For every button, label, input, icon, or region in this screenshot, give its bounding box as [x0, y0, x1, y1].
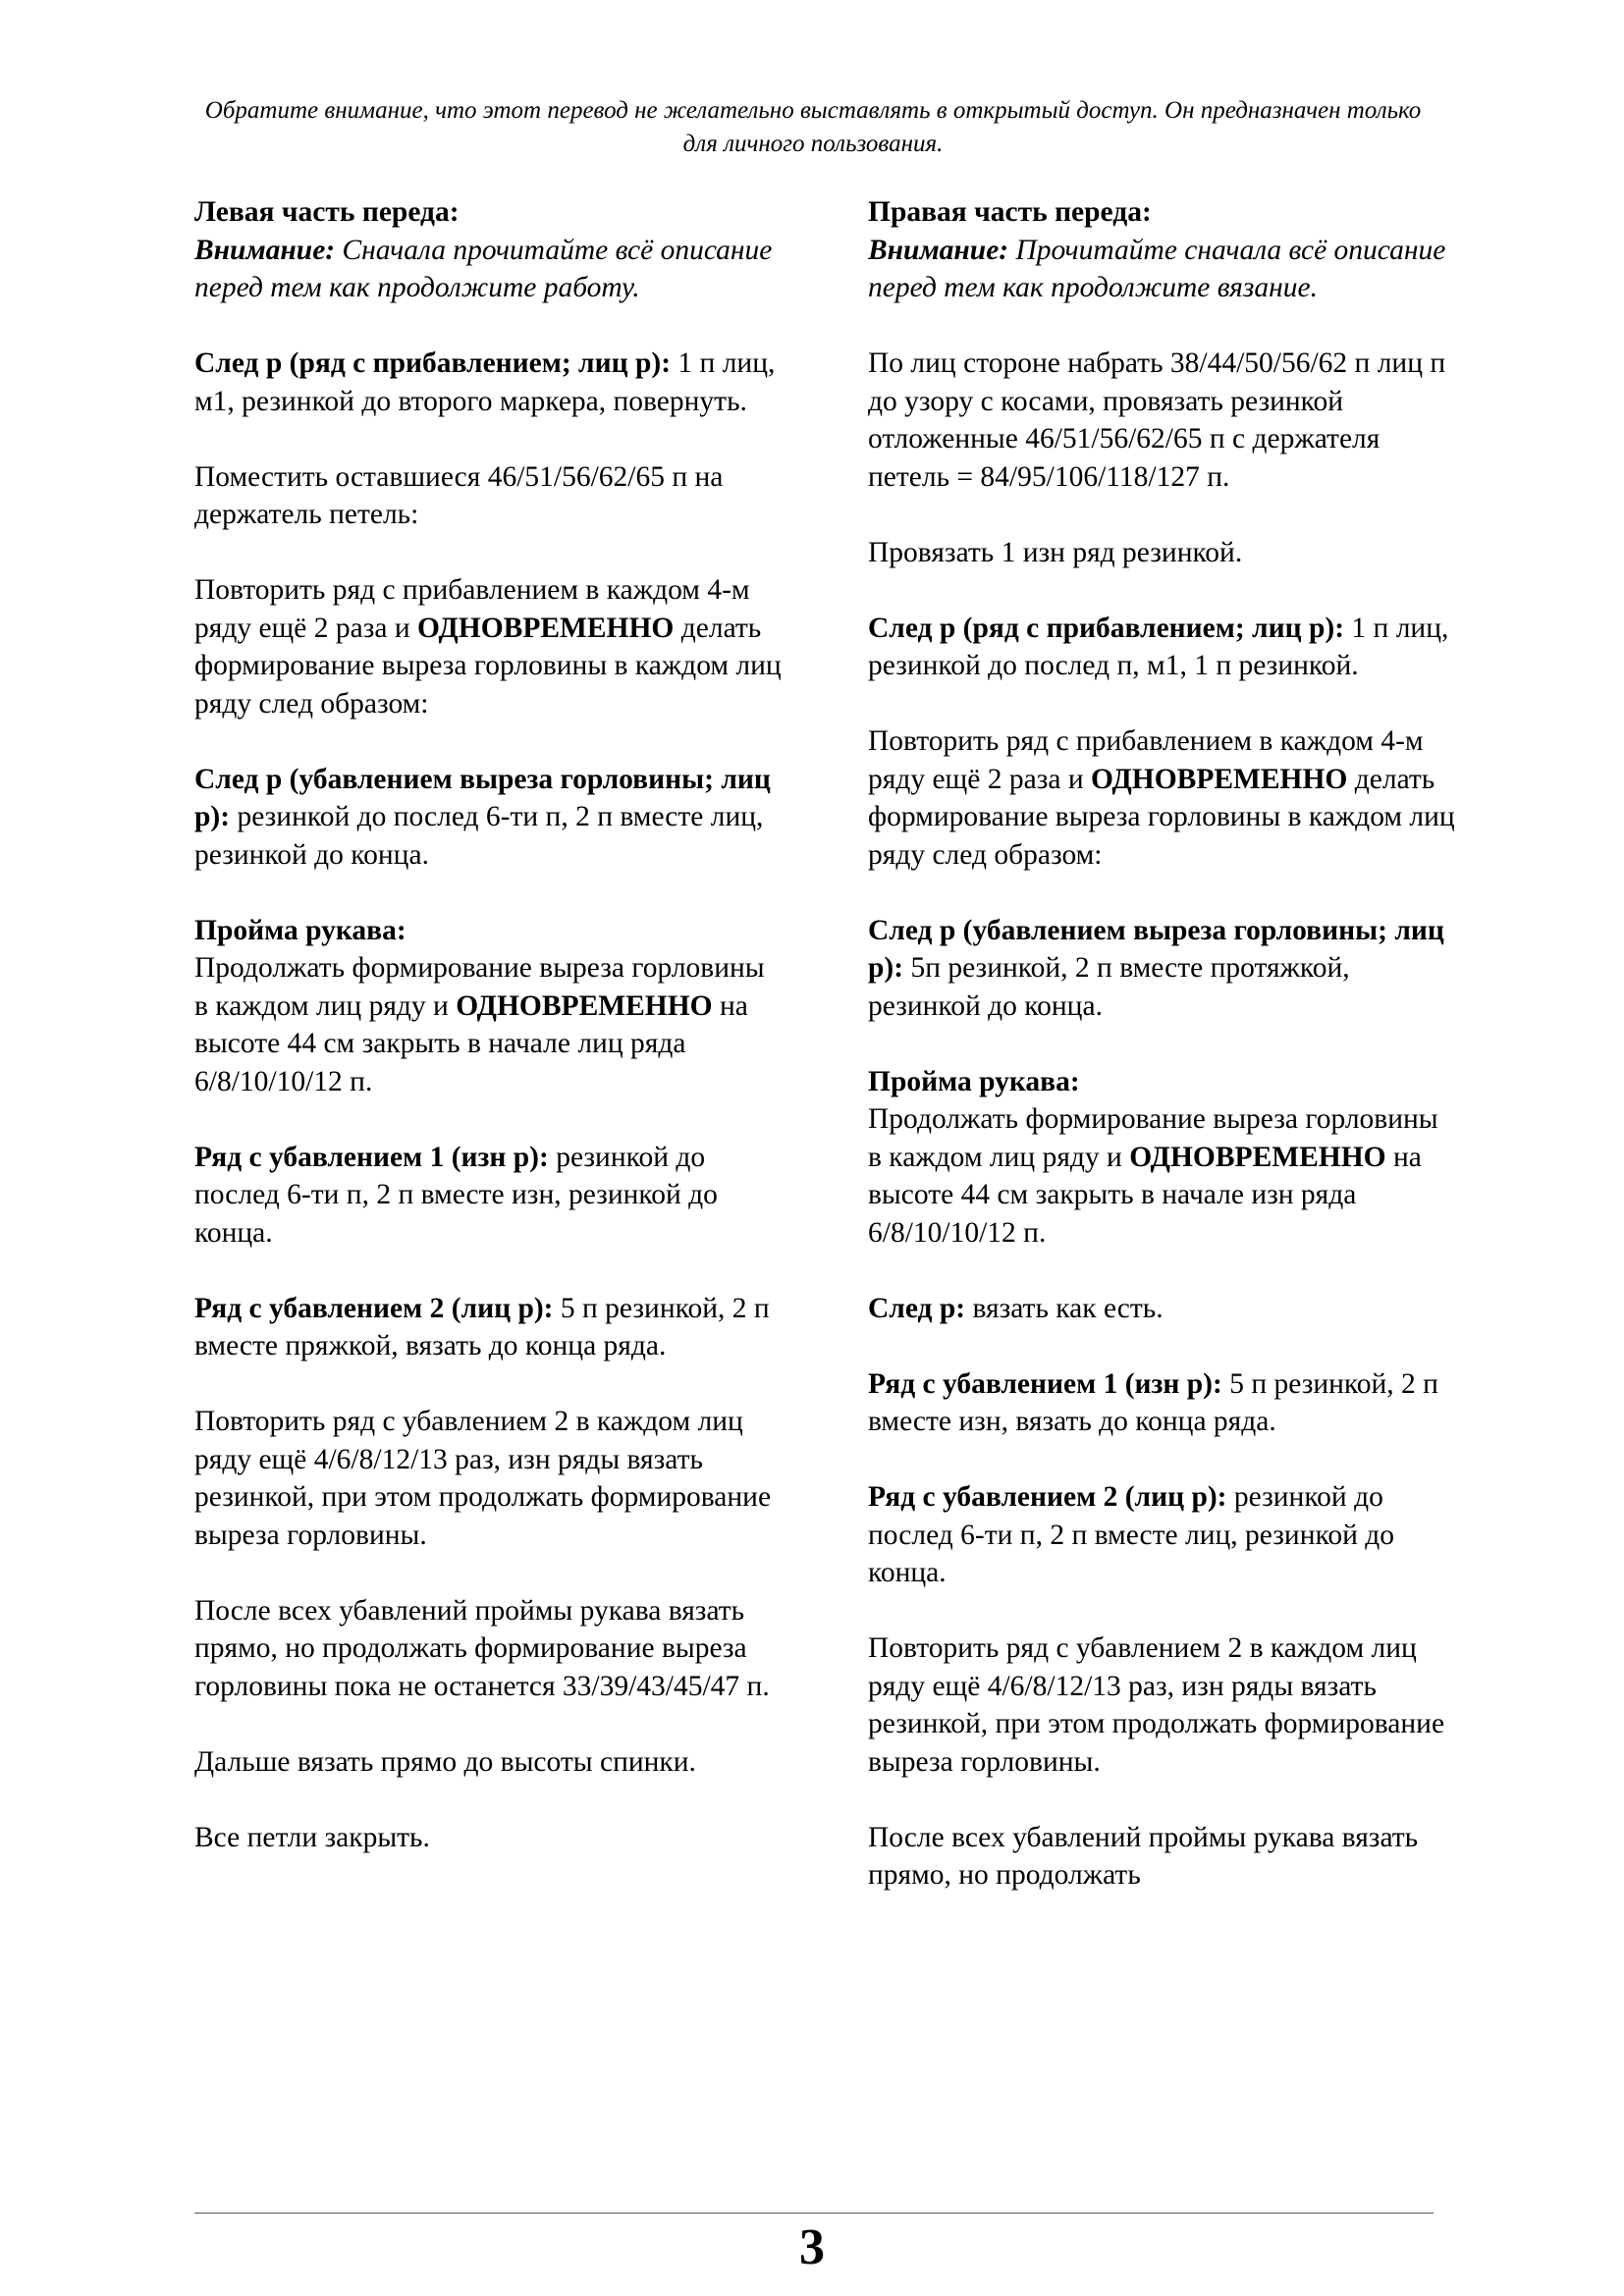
row-text: 1 п лиц, м1, резинкой до второго маркера, повернуть.	[194, 347, 776, 417]
emphasis-text: ОДНОВРЕМЕННО	[416, 612, 675, 644]
section-heading-armhole: Пройма рукава:	[868, 1065, 1080, 1097]
paragraph-text: на высоте 44 см закрыть в начале изн ряда 6/8/10/10/12 п.	[868, 1141, 1422, 1249]
emphasis-text: ОДНОВРЕМЕННО	[1129, 1141, 1386, 1173]
emphasis-text: ОДНОВРЕМЕННО	[456, 989, 713, 1022]
armhole-section	[868, 1063, 1457, 1253]
notice-header: Обратите внимание, что этот перевод не желательно выставлять в открытый доступ. Он предназначен только для личного пользования.	[204, 97, 1422, 157]
row-label: Ряд с убавлением 2 (лиц р):	[194, 1292, 554, 1324]
instruction-paragraph: Все петли закрыть.	[194, 1821, 430, 1853]
paragraph-text: Продолжать формирование выреза горловины в каждом лиц ряду и	[868, 1103, 1438, 1173]
instruction-paragraph	[194, 1290, 784, 1365]
right-front-column	[868, 193, 1457, 1895]
row-text: 1 п лиц, резинкой до послед п, м1, 1 п резинкой.	[868, 612, 1449, 681]
row-text: 5п резинкой, 2 п вместе протяжкой, резинкой до конца.	[868, 952, 1350, 1022]
attention-text: Прочитайте сначала всё описание перед тем как продолжите вязание.	[868, 234, 1446, 303]
instruction-paragraph	[868, 1478, 1457, 1592]
left-front-column	[194, 193, 784, 1856]
instruction-paragraph: Дальше вязать прямо до высоты спинки.	[194, 1745, 696, 1778]
row-text: 5 п резинкой, 2 п вместе пряжкой, вязать до конца ряда.	[194, 1292, 770, 1362]
row-label: След р (убавлением выреза горловины; лиц р):	[194, 763, 771, 832]
footer-divider	[194, 2213, 1434, 2214]
row-text: резинкой до послед 6-ти п, 2 п вместе лиц, резинкой до конца.	[194, 801, 764, 871]
row-label: След р (ряд с прибавлением; лиц р):	[868, 612, 1345, 644]
emphasis-text: ОДНОВРЕМЕННО	[1090, 763, 1348, 795]
row-text: 5 п резинкой, 2 п вместе изн, вязать до конца ряда.	[868, 1367, 1438, 1437]
section-heading-armhole: Пройма рукава:	[194, 914, 406, 946]
instruction-paragraph	[194, 1139, 784, 1253]
paragraph-text: делать формирование выреза горловины в каждом лиц ряду след образом:	[194, 612, 782, 720]
page-number: 3	[799, 2219, 825, 2275]
instruction-paragraph: По лиц стороне набрать 38/44/50/56/62 п лиц п до узору с косами, провязать резинкой отложенные 46/51/56/62/65 п с держателя петель = 84/95/106/118/127 п.	[868, 347, 1446, 493]
section-heading-right-front: Правая часть переда:	[868, 196, 1152, 228]
row-text: резинкой до послед 6-ти п, 2 п вместе изн, резинкой до конца.	[194, 1141, 718, 1249]
left-front-intro	[194, 193, 784, 307]
attention-label: Внимание:	[868, 234, 1009, 266]
attention-text: Сначала прочитайте всё описание перед тем как продолжите работу.	[194, 234, 773, 303]
paragraph-text: Повторить ряд с прибавлением в каждом 4-м ряду ещё 2 раза и	[868, 725, 1424, 795]
instruction-paragraph: Провязать 1 изн ряд резинкой.	[868, 536, 1243, 568]
instruction-paragraph	[194, 345, 784, 420]
instruction-paragraph	[868, 912, 1457, 1026]
armhole-section	[194, 912, 784, 1101]
instruction-paragraph: Повторить ряд с убавлением 2 в каждом лиц ряду ещё 4/6/8/12/13 раз, изн ряды вязать резинкой, при этом продолжать формирование выреза горловины.	[868, 1632, 1445, 1778]
attention-label: Внимание:	[194, 234, 336, 266]
section-heading-left-front: Левая часть переда:	[194, 196, 460, 228]
paragraph-text: на высоте 44 см закрыть в начале лиц ряда 6/8/10/10/12 п.	[194, 989, 748, 1097]
instruction-paragraph: Повторить ряд с убавлением 2 в каждом лиц ряду ещё 4/6/8/12/13 раз, изн ряды вязать резинкой, при этом продолжать формирование выреза горловины.	[194, 1406, 772, 1551]
instruction-paragraph	[868, 722, 1457, 874]
row-label: Ряд с убавлением 1 (изн р):	[194, 1141, 549, 1173]
instruction-paragraph	[868, 1365, 1457, 1441]
instruction-paragraph: После всех убавлений проймы рукава вязать прямо, но продолжать	[868, 1821, 1419, 1891]
instruction-paragraph	[194, 761, 784, 875]
instruction-paragraph	[868, 610, 1457, 685]
row-label: Ряд с убавлением 2 (лиц р):	[868, 1481, 1227, 1513]
row-label: След р (ряд с прибавлением; лиц р):	[194, 347, 672, 379]
row-text: резинкой до послед 6-ти п, 2 п вместе лиц, резинкой до конца.	[868, 1481, 1394, 1588]
instruction-paragraph: Поместить оставшиеся 46/51/56/62/65 п на держатель петель:	[194, 460, 724, 530]
instruction-paragraph	[868, 1290, 1457, 1328]
right-front-intro	[868, 193, 1457, 307]
row-label: След р:	[868, 1292, 966, 1324]
instruction-paragraph	[194, 571, 784, 722]
paragraph-text: Продолжать формирование выреза горловины в каждом лиц ряду и	[194, 952, 765, 1022]
paragraph-text: делать формирование выреза горловины в каждом лиц ряду след образом:	[868, 763, 1455, 871]
instruction-paragraph: После всех убавлений проймы рукава вязать прямо, но продолжать формирование выреза горловины пока не останется 33/39/43/45/47 п.	[194, 1594, 770, 1702]
row-text: вязать как есть.	[965, 1292, 1164, 1324]
row-label: След р (убавлением выреза горловины; лиц р):	[868, 914, 1444, 984]
row-label: Ряд с убавлением 1 (изн р):	[868, 1367, 1222, 1400]
paragraph-text: Повторить ряд с прибавлением в каждом 4-м ряду ещё 2 раза и	[194, 574, 750, 644]
